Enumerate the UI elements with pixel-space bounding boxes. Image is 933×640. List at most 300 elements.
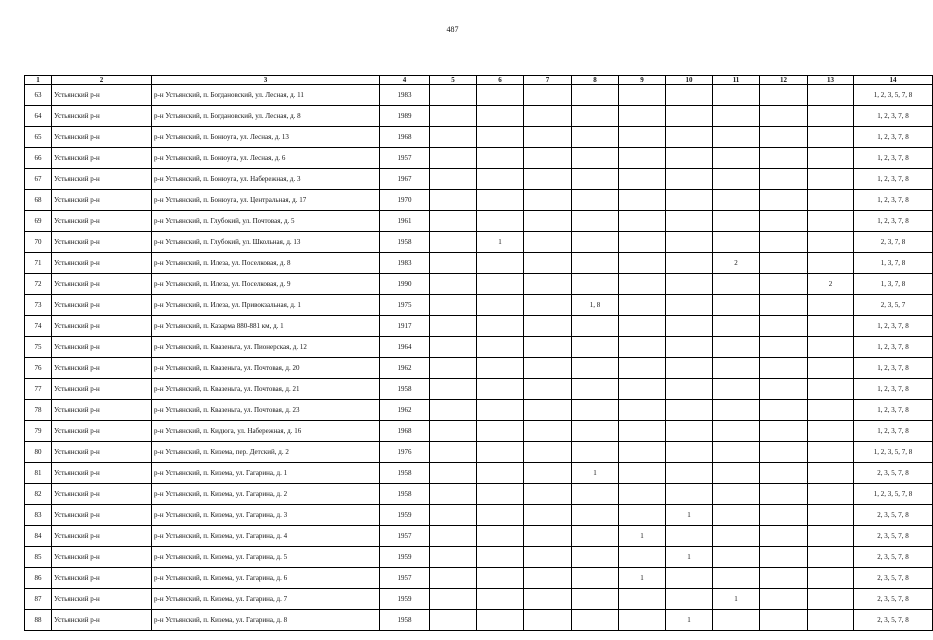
table-cell: 1, 2, 3, 5, 7, 8 xyxy=(854,484,933,505)
table-cell xyxy=(760,295,808,316)
table-cell xyxy=(477,421,524,442)
table-row xyxy=(25,190,933,211)
table-cell xyxy=(477,610,524,631)
table-cell: 2, 3, 5, 7, 8 xyxy=(854,568,933,589)
table-cell xyxy=(430,421,477,442)
table-cell: 1 xyxy=(713,589,760,610)
table-cell xyxy=(666,169,713,190)
table-cell xyxy=(808,400,854,421)
table-cell xyxy=(808,85,854,106)
table-cell xyxy=(572,400,619,421)
table-cell xyxy=(808,337,854,358)
table-cell: Устьянский р-н xyxy=(52,274,152,295)
table-cell xyxy=(760,253,808,274)
table-cell: 1, 8 xyxy=(572,295,619,316)
table-cell: 1958 xyxy=(380,232,430,253)
table-cell xyxy=(477,484,524,505)
table-cell: р-н Устьянский, п. Бонюуга, ул. Лесная, д. 13 xyxy=(152,127,380,148)
table-cell: 2, 3, 5, 7, 8 xyxy=(854,526,933,547)
column-header: 9 xyxy=(619,76,666,85)
table-cell: 1, 2, 3, 7, 8 xyxy=(854,400,933,421)
table-cell xyxy=(808,589,854,610)
table-cell: 68 xyxy=(25,190,52,211)
table-cell xyxy=(760,148,808,169)
table-cell xyxy=(760,169,808,190)
table-cell xyxy=(524,610,572,631)
table-cell xyxy=(619,400,666,421)
table-cell xyxy=(760,442,808,463)
table-cell xyxy=(524,232,572,253)
table-cell xyxy=(713,295,760,316)
table-cell: 1983 xyxy=(380,253,430,274)
table-row xyxy=(25,568,933,589)
table-cell xyxy=(524,505,572,526)
table-cell xyxy=(430,358,477,379)
table-cell xyxy=(619,232,666,253)
table-cell: 1, 2, 3, 7, 8 xyxy=(854,127,933,148)
table-cell: Устьянский р-н xyxy=(52,610,152,631)
table-cell: 1968 xyxy=(380,421,430,442)
table-cell xyxy=(477,295,524,316)
table-cell xyxy=(760,484,808,505)
table-cell: 77 xyxy=(25,379,52,400)
column-header: 4 xyxy=(380,76,430,85)
table-cell xyxy=(619,211,666,232)
table-cell xyxy=(619,253,666,274)
table-cell: 78 xyxy=(25,400,52,421)
table-cell xyxy=(666,463,713,484)
table-cell xyxy=(524,484,572,505)
table-cell xyxy=(713,106,760,127)
column-header: 1 xyxy=(25,76,52,85)
table-cell: р-н Устьянский, п. Кизема, ул. Гагарина, д. 4 xyxy=(152,526,380,547)
table-cell xyxy=(572,442,619,463)
table-cell xyxy=(430,337,477,358)
table-cell xyxy=(666,106,713,127)
table-cell: 1, 2, 3, 7, 8 xyxy=(854,358,933,379)
table-cell: 63 xyxy=(25,85,52,106)
table-cell xyxy=(572,274,619,295)
table-cell xyxy=(572,316,619,337)
table-cell xyxy=(430,379,477,400)
table-cell xyxy=(666,316,713,337)
table-cell xyxy=(430,106,477,127)
table-cell xyxy=(760,463,808,484)
table-cell xyxy=(619,169,666,190)
table-cell xyxy=(524,169,572,190)
table-cell: 1, 2, 3, 7, 8 xyxy=(854,337,933,358)
table-cell: 1983 xyxy=(380,85,430,106)
table-cell xyxy=(572,106,619,127)
table-row xyxy=(25,253,933,274)
table-cell xyxy=(430,127,477,148)
table-row xyxy=(25,589,933,610)
table-cell xyxy=(430,400,477,421)
table-cell: р-н Устьянский, п. Кизема, пер. Детский, д. 2 xyxy=(152,442,380,463)
table-cell xyxy=(524,547,572,568)
table-cell: 1, 2, 3, 7, 8 xyxy=(854,421,933,442)
table-cell: 1958 xyxy=(380,610,430,631)
table-cell xyxy=(524,379,572,400)
table-cell xyxy=(477,442,524,463)
table-cell xyxy=(619,190,666,211)
table-cell xyxy=(713,85,760,106)
table-cell xyxy=(524,316,572,337)
table-cell xyxy=(666,211,713,232)
table-cell: р-н Устьянский, п. Глубокий, ул. Школьная, д. 13 xyxy=(152,232,380,253)
table-cell: 81 xyxy=(25,463,52,484)
table-cell: 1976 xyxy=(380,442,430,463)
table-cell: 1, 2, 3, 7, 8 xyxy=(854,379,933,400)
table-cell xyxy=(477,547,524,568)
table-cell xyxy=(713,148,760,169)
table-cell xyxy=(430,547,477,568)
registry-table xyxy=(24,75,933,631)
table-cell xyxy=(524,589,572,610)
column-header: 5 xyxy=(430,76,477,85)
table-cell xyxy=(572,337,619,358)
table-cell: 1958 xyxy=(380,463,430,484)
table-row xyxy=(25,232,933,253)
table-cell: Устьянский р-н xyxy=(52,526,152,547)
table-cell xyxy=(760,547,808,568)
table-cell xyxy=(808,253,854,274)
table-cell xyxy=(713,421,760,442)
table-cell xyxy=(572,169,619,190)
table-cell: р-н Устьянский, п. Бонюуга, ул. Набережная, д. 3 xyxy=(152,169,380,190)
table-cell xyxy=(808,169,854,190)
table-cell xyxy=(619,127,666,148)
table-cell: Устьянский р-н xyxy=(52,211,152,232)
table-cell: 64 xyxy=(25,106,52,127)
table-cell xyxy=(666,148,713,169)
table-cell xyxy=(713,526,760,547)
table-cell xyxy=(713,610,760,631)
column-header: 10 xyxy=(666,76,713,85)
table-row xyxy=(25,484,933,505)
table-row xyxy=(25,505,933,526)
table-cell xyxy=(808,610,854,631)
table-cell xyxy=(477,337,524,358)
table-cell xyxy=(760,127,808,148)
table-row xyxy=(25,379,933,400)
table-cell xyxy=(808,463,854,484)
table-cell xyxy=(760,106,808,127)
table-cell xyxy=(524,211,572,232)
table-cell: 1, 2, 3, 7, 8 xyxy=(854,106,933,127)
table-cell: 2, 3, 5, 7, 8 xyxy=(854,547,933,568)
table-cell: р-н Устьянский, п. Бонюуга, ул. Лесная, д. 6 xyxy=(152,148,380,169)
table-cell xyxy=(430,190,477,211)
table-body xyxy=(25,85,933,631)
table-cell: р-н Устьянский, п. Кизема, ул. Гагарина, д. 5 xyxy=(152,547,380,568)
table-cell: Устьянский р-н xyxy=(52,484,152,505)
table-cell xyxy=(760,400,808,421)
table-cell xyxy=(666,421,713,442)
table-cell xyxy=(524,568,572,589)
column-header: 8 xyxy=(572,76,619,85)
table-cell xyxy=(666,295,713,316)
table-cell xyxy=(713,316,760,337)
table-row xyxy=(25,169,933,190)
table-cell xyxy=(713,169,760,190)
table-cell: Устьянский р-н xyxy=(52,85,152,106)
table-cell xyxy=(666,127,713,148)
table-cell: Устьянский р-н xyxy=(52,316,152,337)
table-cell: Устьянский р-н xyxy=(52,421,152,442)
table-cell: Устьянский р-н xyxy=(52,169,152,190)
table-cell: 1959 xyxy=(380,589,430,610)
table-cell xyxy=(619,379,666,400)
table-cell xyxy=(430,148,477,169)
table-cell xyxy=(572,547,619,568)
table-row xyxy=(25,211,933,232)
table-cell xyxy=(713,484,760,505)
table-cell: р-н Устьянский, п. Квазеньга, ул. Пионерская, д. 12 xyxy=(152,337,380,358)
table-cell: р-н Устьянский, п. Кизема, ул. Гагарина, д. 2 xyxy=(152,484,380,505)
table-cell xyxy=(524,337,572,358)
table-cell xyxy=(760,232,808,253)
table-cell xyxy=(477,526,524,547)
table-cell xyxy=(572,568,619,589)
column-header: 13 xyxy=(808,76,854,85)
table-cell: 1958 xyxy=(380,379,430,400)
table-cell: Устьянский р-н xyxy=(52,148,152,169)
table-cell: р-н Устьянский, п. Глубокий, ул. Почтовая, д. 5 xyxy=(152,211,380,232)
table-cell xyxy=(619,610,666,631)
table-cell xyxy=(808,148,854,169)
table-cell: 84 xyxy=(25,526,52,547)
table-cell xyxy=(430,610,477,631)
table-cell xyxy=(619,106,666,127)
table-cell xyxy=(808,421,854,442)
table-cell: 87 xyxy=(25,589,52,610)
table-cell xyxy=(572,232,619,253)
table-cell xyxy=(713,190,760,211)
table-cell: 2, 3, 5, 7 xyxy=(854,295,933,316)
table-cell: 83 xyxy=(25,505,52,526)
table-cell: 1, 3, 7, 8 xyxy=(854,253,933,274)
table-cell xyxy=(572,379,619,400)
table-cell: 1, 2, 3, 5, 7, 8 xyxy=(854,442,933,463)
table-cell xyxy=(572,190,619,211)
table-cell xyxy=(713,442,760,463)
table-cell xyxy=(808,379,854,400)
table-cell: 1 xyxy=(619,526,666,547)
table-cell xyxy=(760,379,808,400)
table-cell: р-н Устьянский, п. Квазеньга, ул. Почтовая, д. 20 xyxy=(152,358,380,379)
table-cell: 70 xyxy=(25,232,52,253)
page-number: 487 xyxy=(446,25,459,34)
table-cell: 71 xyxy=(25,253,52,274)
column-header: 6 xyxy=(477,76,524,85)
table-row xyxy=(25,358,933,379)
table-cell xyxy=(477,211,524,232)
table-cell xyxy=(572,484,619,505)
table-cell: 1968 xyxy=(380,127,430,148)
table-cell xyxy=(619,337,666,358)
table-row xyxy=(25,610,933,631)
table-cell: 72 xyxy=(25,274,52,295)
table-cell xyxy=(524,358,572,379)
table-cell xyxy=(666,253,713,274)
table-cell: 1917 xyxy=(380,316,430,337)
table-row xyxy=(25,274,933,295)
table-row xyxy=(25,400,933,421)
table-cell: 1, 3, 7, 8 xyxy=(854,274,933,295)
table-cell xyxy=(808,547,854,568)
table-cell xyxy=(760,421,808,442)
table-cell: 86 xyxy=(25,568,52,589)
table-cell xyxy=(477,400,524,421)
table-cell xyxy=(713,547,760,568)
table-cell: Устьянский р-н xyxy=(52,568,152,589)
table-cell xyxy=(666,484,713,505)
table-cell xyxy=(430,232,477,253)
table-cell: 69 xyxy=(25,211,52,232)
table-row xyxy=(25,463,933,484)
table-cell: р-н Устьянский, п. Казарма 880-881 км, д. 1 xyxy=(152,316,380,337)
table-cell xyxy=(430,169,477,190)
table-cell: 1 xyxy=(477,232,524,253)
table-cell xyxy=(524,190,572,211)
table-cell xyxy=(572,505,619,526)
table-cell xyxy=(808,127,854,148)
table-row xyxy=(25,106,933,127)
table-cell xyxy=(524,253,572,274)
table-cell xyxy=(477,106,524,127)
table-cell xyxy=(572,589,619,610)
column-header: 11 xyxy=(713,76,760,85)
table-cell xyxy=(666,85,713,106)
table-cell xyxy=(477,274,524,295)
table-cell xyxy=(808,190,854,211)
table-cell: р-н Устьянский, п. Квазеньга, ул. Почтовая, д. 21 xyxy=(152,379,380,400)
table-cell: 1975 xyxy=(380,295,430,316)
table-cell: Устьянский р-н xyxy=(52,589,152,610)
table-cell xyxy=(572,211,619,232)
table-cell xyxy=(808,484,854,505)
table-cell xyxy=(430,274,477,295)
table-cell xyxy=(477,85,524,106)
table-cell: 88 xyxy=(25,610,52,631)
table-cell xyxy=(524,526,572,547)
table-cell: р-н Устьянский, п. Кизема, ул. Гагарина, д. 7 xyxy=(152,589,380,610)
table-cell: р-н Устьянский, п. Кизема, ул. Гагарина, д. 6 xyxy=(152,568,380,589)
table-cell xyxy=(477,253,524,274)
table-cell xyxy=(666,379,713,400)
table-cell xyxy=(619,442,666,463)
table-cell xyxy=(619,358,666,379)
table-cell: Устьянский р-н xyxy=(52,547,152,568)
table-cell: 1 xyxy=(619,568,666,589)
table-cell xyxy=(430,568,477,589)
table-cell: 1, 2, 3, 7, 8 xyxy=(854,316,933,337)
table-cell xyxy=(808,526,854,547)
table-cell: 1964 xyxy=(380,337,430,358)
table-cell: 1 xyxy=(666,610,713,631)
table-cell xyxy=(808,295,854,316)
table-row xyxy=(25,148,933,169)
table-cell xyxy=(477,316,524,337)
table-cell xyxy=(430,211,477,232)
table-cell: Устьянский р-н xyxy=(52,505,152,526)
table-cell xyxy=(713,337,760,358)
header-row xyxy=(25,76,933,85)
table-cell xyxy=(430,526,477,547)
table-cell: Устьянский р-н xyxy=(52,379,152,400)
table-cell xyxy=(524,274,572,295)
table-cell xyxy=(572,358,619,379)
table-cell xyxy=(524,127,572,148)
table-cell xyxy=(477,169,524,190)
table-cell xyxy=(619,421,666,442)
table-cell: 1, 2, 3, 7, 8 xyxy=(854,211,933,232)
table-cell: 1957 xyxy=(380,148,430,169)
table-cell: р-н Устьянский, п. Бонюуга, ул. Центральная, д. 17 xyxy=(152,190,380,211)
table-cell xyxy=(524,295,572,316)
table-cell: 73 xyxy=(25,295,52,316)
table-cell: 1967 xyxy=(380,169,430,190)
table-cell: 1962 xyxy=(380,358,430,379)
table-cell xyxy=(619,316,666,337)
table-cell xyxy=(619,505,666,526)
table-cell xyxy=(524,442,572,463)
table-cell xyxy=(524,148,572,169)
table-cell: 1, 2, 3, 7, 8 xyxy=(854,169,933,190)
table-cell xyxy=(524,400,572,421)
table-cell xyxy=(713,211,760,232)
table-cell: р-н Устьянский, п. Илеза, ул. Поселковая, д. 9 xyxy=(152,274,380,295)
column-header: 12 xyxy=(760,76,808,85)
table-cell: р-н Устьянский, п. Кизема, ул. Гагарина, д. 1 xyxy=(152,463,380,484)
table-cell xyxy=(430,253,477,274)
table-cell: Устьянский р-н xyxy=(52,253,152,274)
table-cell xyxy=(666,274,713,295)
table-cell: р-н Устьянский, п. Кизема, ул. Гагарина, д. 8 xyxy=(152,610,380,631)
table-cell xyxy=(808,358,854,379)
table-cell xyxy=(524,421,572,442)
table-cell xyxy=(666,400,713,421)
table-cell xyxy=(477,505,524,526)
table-cell xyxy=(572,421,619,442)
table-cell xyxy=(760,316,808,337)
table-cell xyxy=(477,568,524,589)
table-cell: 2, 3, 5, 7, 8 xyxy=(854,505,933,526)
table-cell xyxy=(760,568,808,589)
table-cell: 1970 xyxy=(380,190,430,211)
column-header: 3 xyxy=(152,76,380,85)
table-cell xyxy=(760,358,808,379)
table-cell: р-н Устьянский, п. Богдановский, ул. Лесная, д. 11 xyxy=(152,85,380,106)
table-cell xyxy=(666,190,713,211)
table-cell: 67 xyxy=(25,169,52,190)
table-cell: 2 xyxy=(808,274,854,295)
table-cell xyxy=(666,358,713,379)
table-cell: р-н Устьянский, п. Илеза, ул. Поселковая, д. 8 xyxy=(152,253,380,274)
table-cell: 80 xyxy=(25,442,52,463)
table-cell xyxy=(572,85,619,106)
table-cell xyxy=(619,463,666,484)
table-cell: Устьянский р-н xyxy=(52,337,152,358)
table-cell: 66 xyxy=(25,148,52,169)
table-cell: 1958 xyxy=(380,484,430,505)
table-cell xyxy=(477,148,524,169)
table-cell xyxy=(572,148,619,169)
table-cell xyxy=(430,295,477,316)
table-cell xyxy=(808,106,854,127)
table-row xyxy=(25,526,933,547)
